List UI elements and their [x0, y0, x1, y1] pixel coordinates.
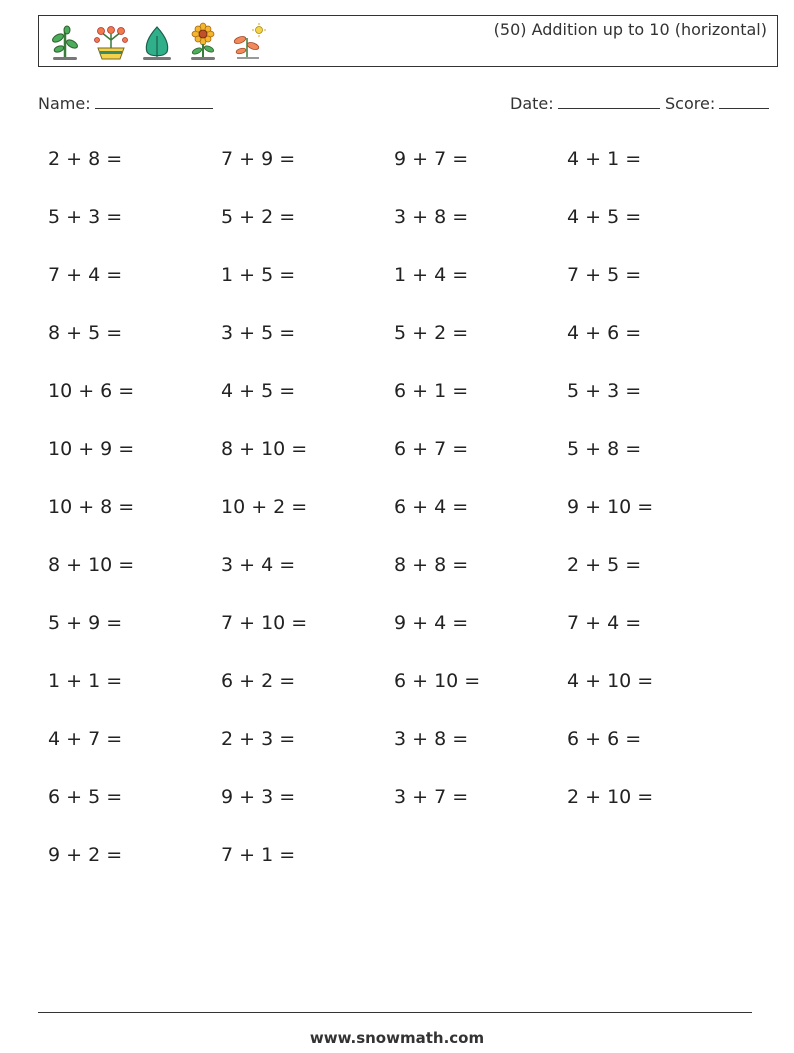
- potted-flowers-icon: [91, 22, 131, 62]
- name-label: Name:: [38, 94, 91, 113]
- problem-10-3: 6 + 10 =: [394, 670, 481, 692]
- tree-icon: [137, 22, 177, 62]
- header-icons: [45, 22, 269, 62]
- footer-website: www.snowmath.com: [309, 1029, 485, 1047]
- problem-5-3: 6 + 1 =: [394, 380, 469, 402]
- problem-5-4: 5 + 3 =: [567, 380, 642, 402]
- problem-6-2: 8 + 10 =: [221, 438, 308, 460]
- problem-12-2: 9 + 3 =: [221, 786, 296, 808]
- problem-9-2: 7 + 10 =: [221, 612, 308, 634]
- problem-grid: [48, 148, 748, 908]
- problem-7-4: 9 + 10 =: [567, 496, 654, 518]
- date-field[interactable]: [510, 92, 660, 113]
- problem-10-1: 1 + 1 =: [48, 670, 123, 692]
- problem-2-4: 4 + 5 =: [567, 206, 642, 228]
- name-blank[interactable]: [95, 92, 213, 109]
- problem-2-1: 5 + 3 =: [48, 206, 123, 228]
- date-blank[interactable]: [558, 92, 660, 109]
- problem-12-1: 6 + 5 =: [48, 786, 123, 808]
- problem-11-4: 6 + 6 =: [567, 728, 642, 750]
- problem-4-3: 5 + 2 =: [394, 322, 469, 344]
- name-field[interactable]: [38, 92, 213, 113]
- problem-9-3: 9 + 4 =: [394, 612, 469, 634]
- problem-2-2: 5 + 2 =: [221, 206, 296, 228]
- problem-3-2: 1 + 5 =: [221, 264, 296, 286]
- problem-1-2: 7 + 9 =: [221, 148, 296, 170]
- problem-1-4: 4 + 1 =: [567, 148, 642, 170]
- score-field[interactable]: [665, 92, 769, 113]
- problem-13-2: 7 + 1 =: [221, 844, 296, 866]
- problem-3-3: 1 + 4 =: [394, 264, 469, 286]
- sunflower-icon: [183, 22, 223, 62]
- footer-divider: [38, 1012, 752, 1013]
- problem-4-2: 3 + 5 =: [221, 322, 296, 344]
- problem-5-1: 10 + 6 =: [48, 380, 135, 402]
- problem-12-3: 3 + 7 =: [394, 786, 469, 808]
- problem-8-2: 3 + 4 =: [221, 554, 296, 576]
- problem-6-1: 10 + 9 =: [48, 438, 135, 460]
- problem-8-3: 8 + 8 =: [394, 554, 469, 576]
- date-label: Date:: [510, 94, 554, 113]
- score-label: Score:: [665, 94, 716, 113]
- problem-5-2: 4 + 5 =: [221, 380, 296, 402]
- problem-1-1: 2 + 8 =: [48, 148, 123, 170]
- problem-10-2: 6 + 2 =: [221, 670, 296, 692]
- problem-11-1: 4 + 7 =: [48, 728, 123, 750]
- seedling-sun-icon: [229, 22, 269, 62]
- problem-4-1: 8 + 5 =: [48, 322, 123, 344]
- problem-12-4: 2 + 10 =: [567, 786, 654, 808]
- worksheet-header: [38, 15, 778, 67]
- problem-3-4: 7 + 5 =: [567, 264, 642, 286]
- problem-8-4: 2 + 5 =: [567, 554, 642, 576]
- problem-2-3: 3 + 8 =: [394, 206, 469, 228]
- problem-7-3: 6 + 4 =: [394, 496, 469, 518]
- problem-7-1: 10 + 8 =: [48, 496, 135, 518]
- problem-9-4: 7 + 4 =: [567, 612, 642, 634]
- worksheet-title: (50) Addition up to 10 (horizontal): [493, 20, 767, 39]
- problem-9-1: 5 + 9 =: [48, 612, 123, 634]
- problem-4-4: 4 + 6 =: [567, 322, 642, 344]
- problem-6-4: 5 + 8 =: [567, 438, 642, 460]
- score-blank[interactable]: [719, 92, 769, 109]
- problem-7-2: 10 + 2 =: [221, 496, 308, 518]
- problem-3-1: 7 + 4 =: [48, 264, 123, 286]
- problem-1-3: 9 + 7 =: [394, 148, 469, 170]
- problem-11-3: 3 + 8 =: [394, 728, 469, 750]
- problem-8-1: 8 + 10 =: [48, 554, 135, 576]
- problem-10-4: 4 + 10 =: [567, 670, 654, 692]
- problem-6-3: 6 + 7 =: [394, 438, 469, 460]
- plant-sprout-icon: [45, 22, 85, 62]
- problem-11-2: 2 + 3 =: [221, 728, 296, 750]
- problem-13-1: 9 + 2 =: [48, 844, 123, 866]
